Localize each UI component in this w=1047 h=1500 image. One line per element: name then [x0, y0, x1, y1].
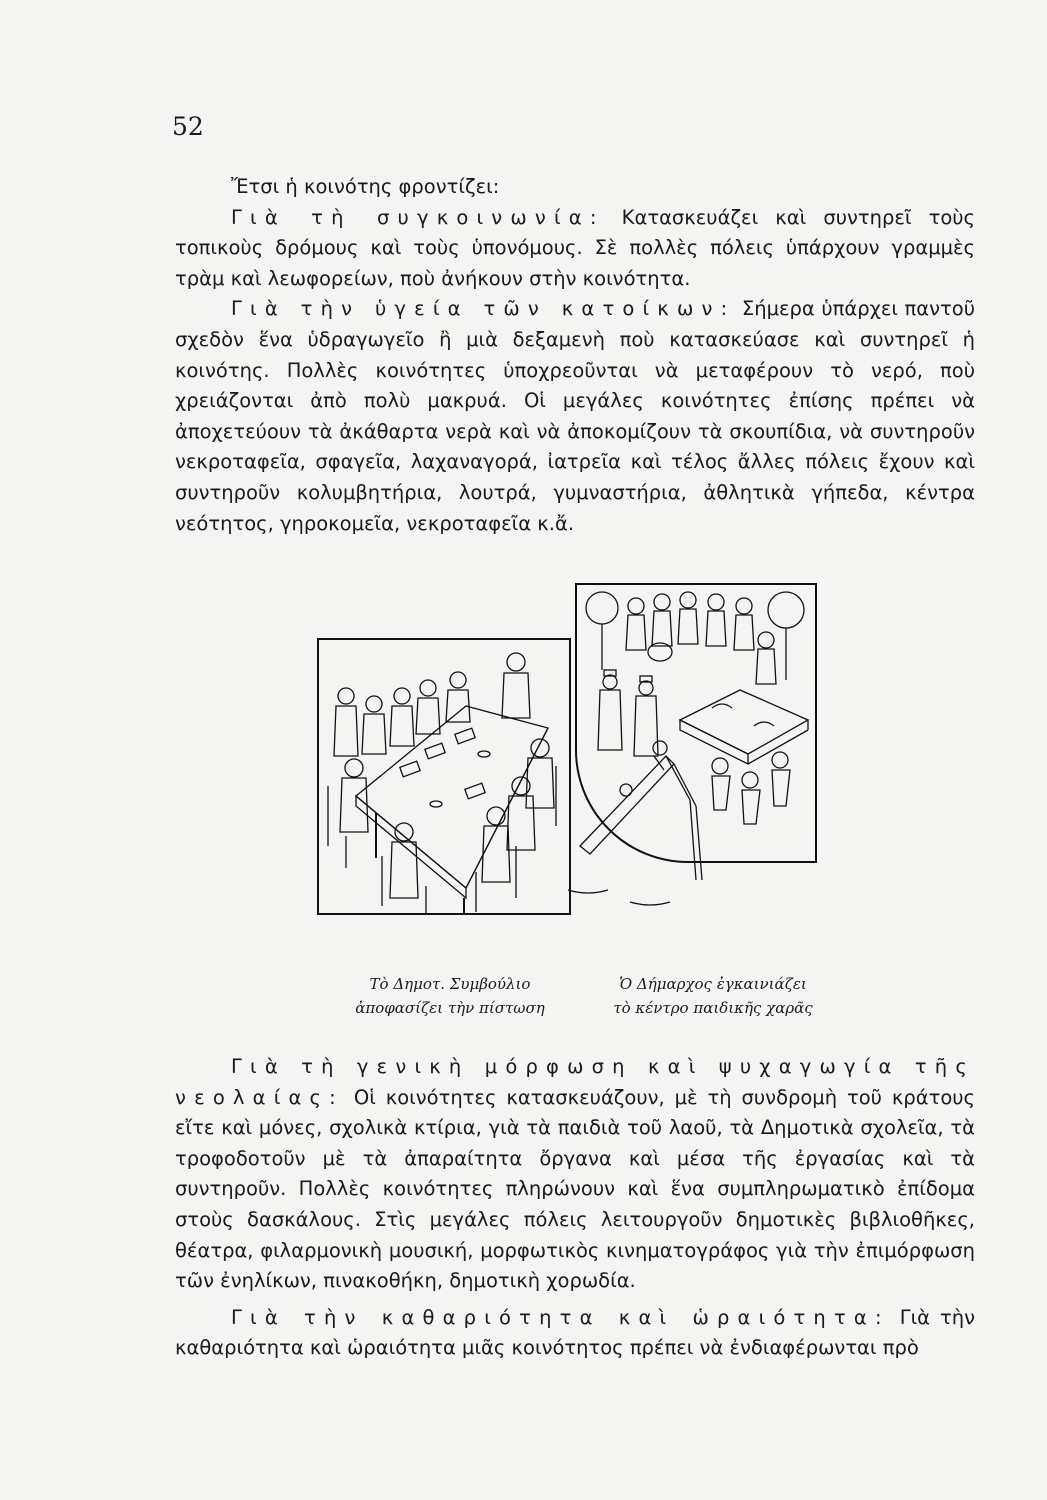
- text-transport: Κατασκευάζει καὶ συντηρεῖ τοὺς τοπικοὺς δρόμους καὶ τοὺς ὑπονόμους. Σὲ πολλὲς πόλεις ὑπάρχουν γραμμὲς τρὰμ καὶ λεωφορείων, ποὺ ἀνήκουν στὴν κοινότητα.: [175, 205, 975, 290]
- page-number: 52: [172, 112, 204, 141]
- intro-text: [175, 172, 975, 539]
- caption-council-line1: Τὸ Δημοτ. Συμβούλιο: [369, 975, 531, 993]
- paragraph-transport: [175, 203, 975, 295]
- caption-mayor-line1: Ὁ Δήμαρχος ἐγκαινιάζει: [619, 975, 807, 993]
- heading-transport: Γιὰ τὴ συγκοινωνία:: [231, 205, 605, 229]
- playground-illustration: [540, 580, 825, 935]
- heading-cleanliness: Γιὰ τὴν καθαριότητα καὶ ὡραιότητα:: [231, 1305, 890, 1329]
- heading-education: Γιὰ τὴ γενικὴ μόρφωση καὶ ψυχαγωγία τῆς νεολαίας:: [175, 1055, 975, 1109]
- lower-text: [175, 1052, 975, 1364]
- caption-council-line2: ἀποφασίζει τὴν πίστωση: [355, 999, 545, 1017]
- intro-line: Ἔτσι ἡ κοινότης φροντίζει:: [231, 175, 500, 198]
- text-cleanliness: Γιὰ τὴν καθαριότητα καὶ ὡραιότητα μιᾶς κοινότητος πρέπει νὰ ἐνδιαφέρωνται πρὸ: [175, 1305, 975, 1360]
- paragraph-cleanliness: [175, 1303, 975, 1364]
- caption-council: [300, 972, 600, 1020]
- heading-health: Γιὰ τὴν ὑγεία τῶν κατοίκων:: [231, 297, 736, 321]
- paragraph-health: [175, 294, 975, 539]
- caption-mayor: [578, 972, 848, 1020]
- text-health: Σήμερα ὑπάρχει παντοῦ σχεδὸν ἕνα ὑδραγωγεῖο ἢ μιὰ δεξαμενὴ ποὺ κατασκεύασε καὶ συντηρεῖ ἡ κοινότης. Πολλὲς κοινότητες ὑποχρεοῦνται νὰ μεταφέρουν τὸ νερό, ποὺ χρειάζονται ἀπὸ πολὺ μακρυά. Οἱ μεγάλες κοινότητες ἐπίσης πρέπει νὰ ἀποχετεύουν τὰ ἀκάθαρτα νερὰ καὶ νὰ ἀποκομίζουν τὰ σκουπίδια, νὰ συντηροῦν νεκροταφεῖα, σφαγεῖα, λαχαναγορά, ἰατρεῖα καὶ τέλος ἄλλες πόλεις ἔχουν καὶ συντηροῦν κολυμβητήρια, λουτρά, γυμναστήρια, ἀθλητικὰ γήπεδα, κέντρα νεότητος, γηροκομεῖα, νεκροταφεῖα κ.ἄ.: [175, 297, 975, 535]
- paragraph-education: [175, 1052, 975, 1297]
- caption-mayor-line2: τὸ κέντρο παιδικῆς χαρᾶς: [613, 999, 813, 1017]
- text-education: Οἱ κοινότητες κατασκευάζουν, μὲ τὴ συνδρομὴ τοῦ κράτους εἴτε καὶ μόνες, σχολικὰ κτίρια, γιὰ τὰ παιδιὰ τοῦ λαοῦ, τὰ Δημοτικὰ σχολεῖα, τὰ τροφοδοτοῦν μὲ τὰ ἀπαραίτητα ὄργανα καὶ μέσα τῆς ἐργασίας καὶ τὰ συντηροῦν. Πολλὲς κοινότητες πληρώνουν καὶ ἕνα συμπληρωματικὸ ἐπίδομα στοὺς δασκάλους. Στὶς μεγάλες πόλεις λειτουργοῦν δημοτικὲς βιβλιοθῆκες, θέατρα, φιλαρμονικὴ μουσική, μορφωτικὸς κινηματογράφος γιὰ τὴν ἐπιμόρφωση τῶν ἐνηλίκων, πινακοθήκη, δημοτικὴ χορωδία.: [175, 1085, 975, 1293]
- council-meeting-illustration: [316, 636, 574, 918]
